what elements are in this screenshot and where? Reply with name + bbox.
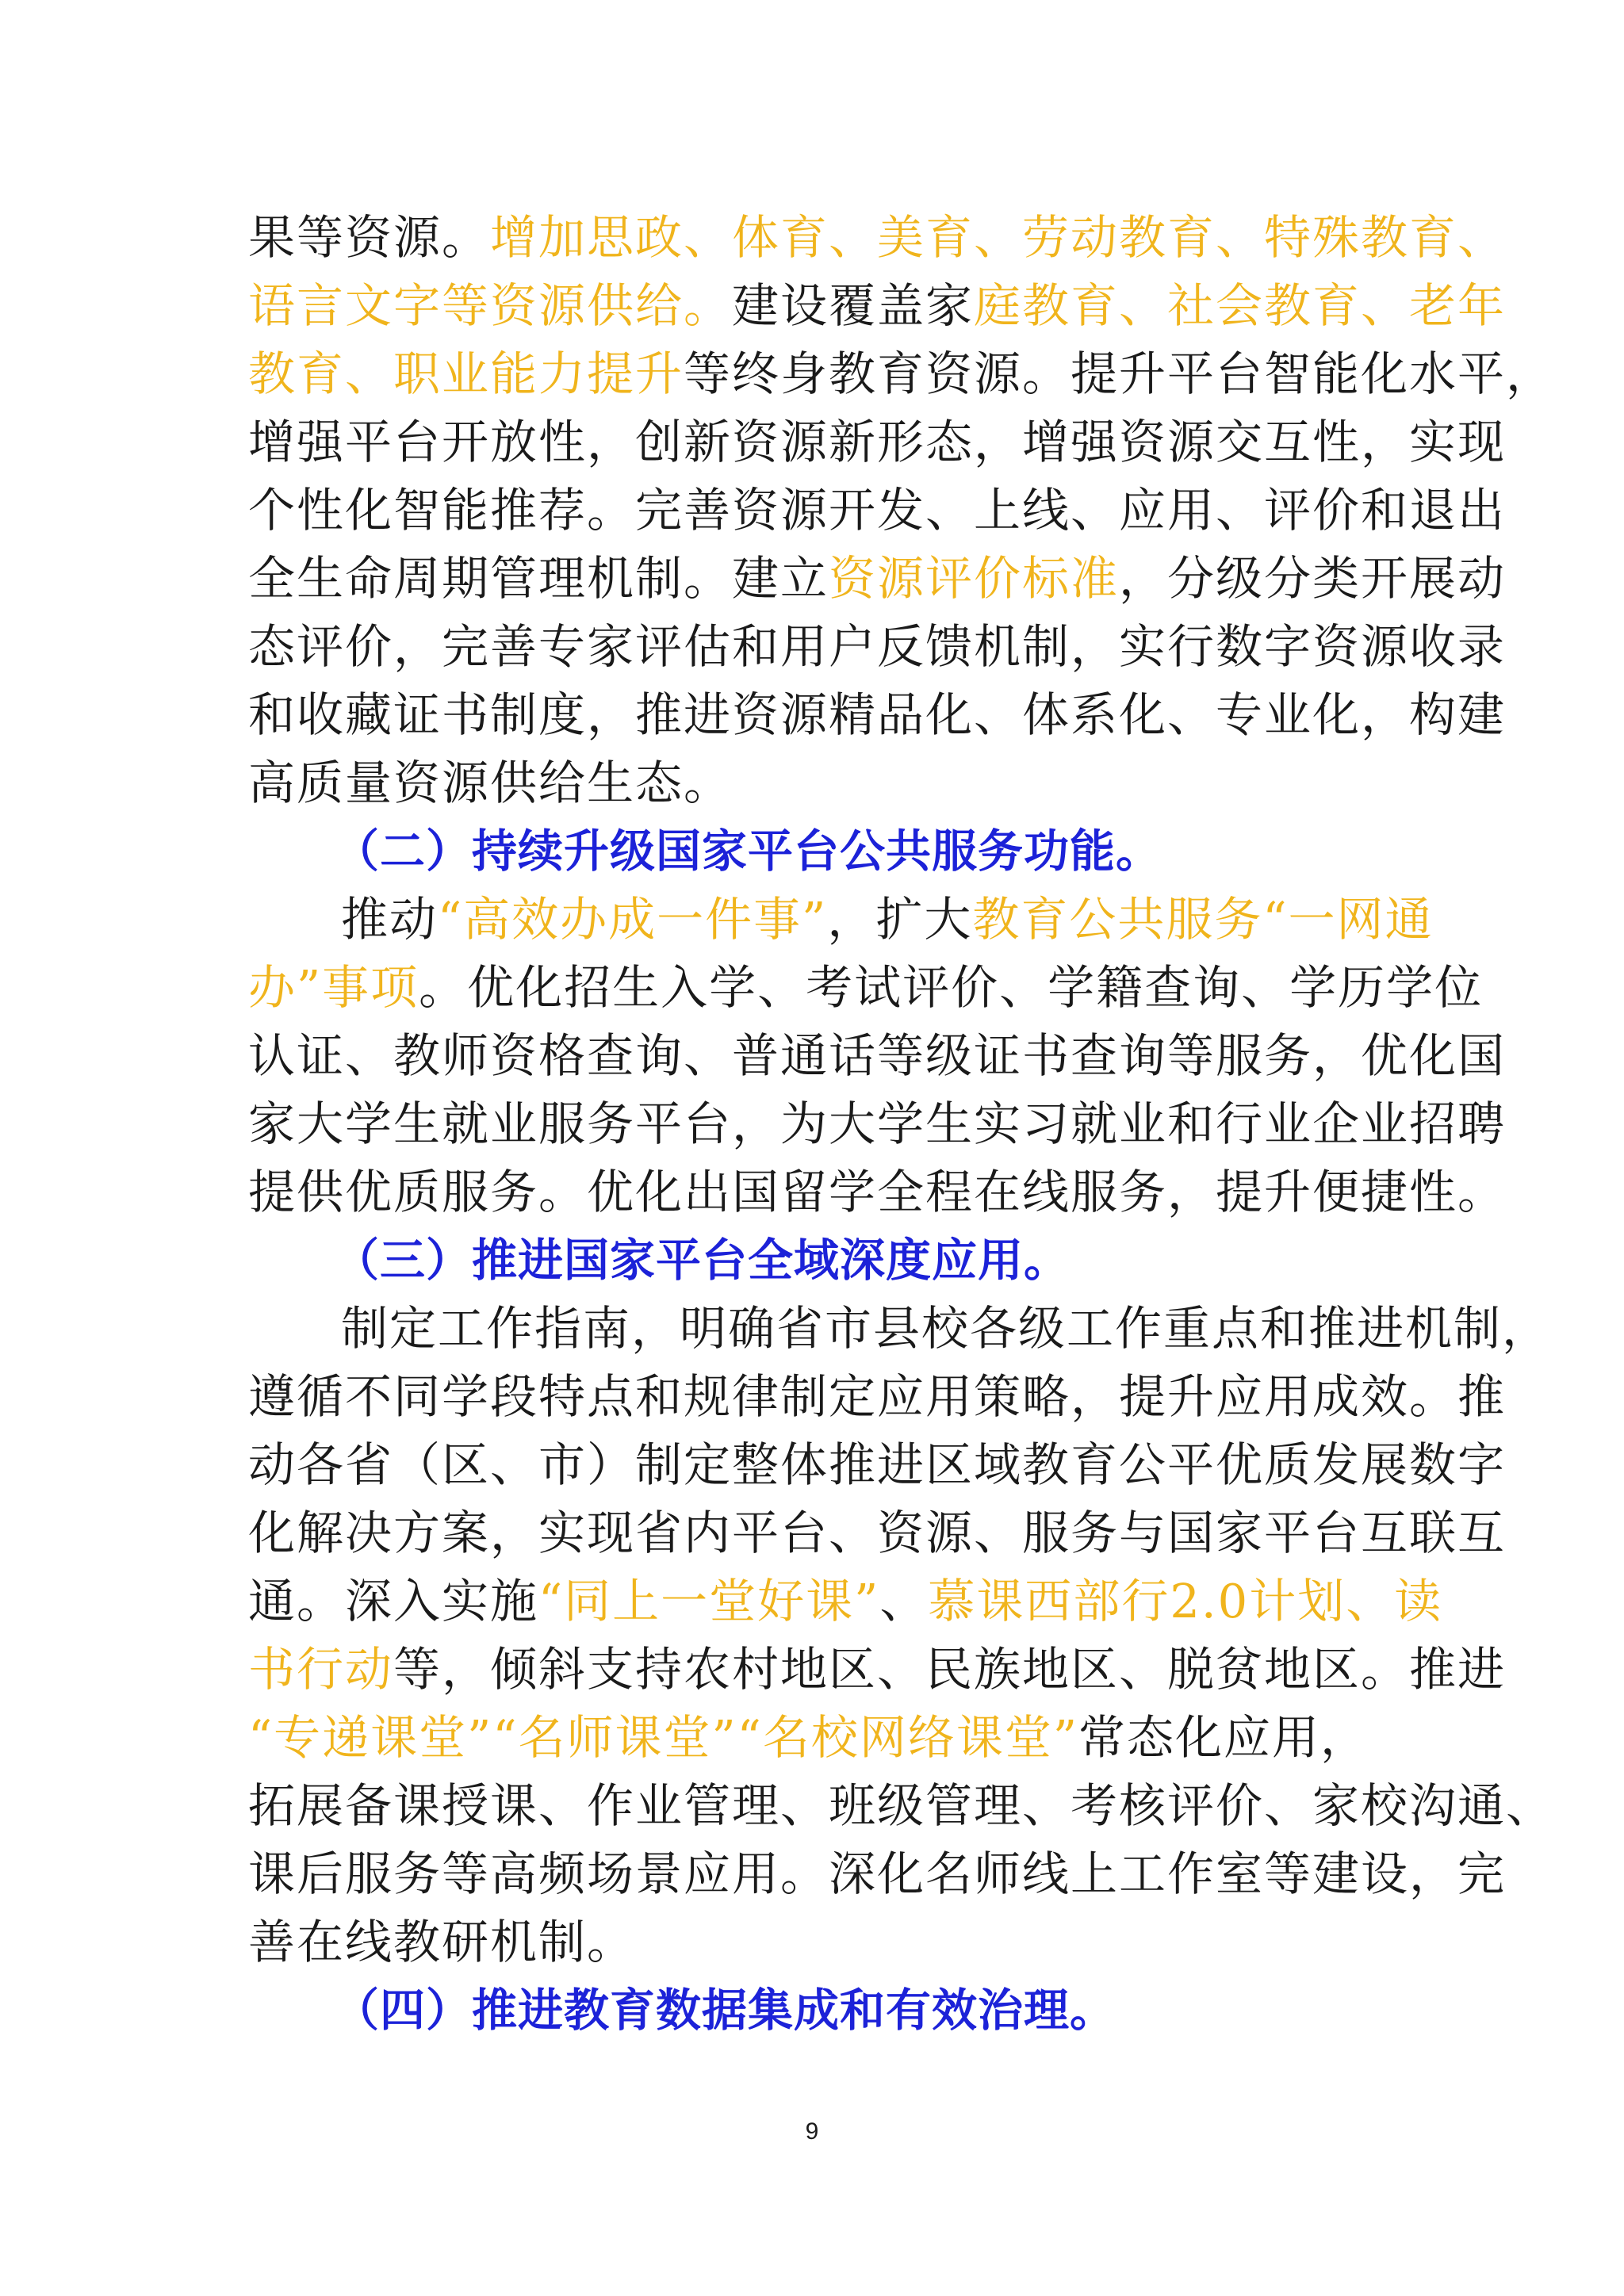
paragraph-line bbox=[248, 272, 1507, 340]
paragraph-line: 增强平台开放性，创新资源新形态，增强资源交互性，实现 bbox=[248, 415, 1507, 469]
paragraph-line: 化解决方案，实现省内平台、资源、服务与国家平台互联互 bbox=[248, 1506, 1507, 1560]
paragraph-line bbox=[248, 1704, 1398, 1772]
highlighted-text: “高效办成一件事” bbox=[438, 892, 828, 947]
section-heading: （三）推进国家平台全域深度应用。 bbox=[334, 1234, 1070, 1287]
text-run: 等终身教育资源。提升平台智能化水平， bbox=[684, 346, 1555, 401]
paragraph-line: 遵循不同学段特点和规律制定应用策略，提升应用成效。推 bbox=[248, 1369, 1507, 1424]
highlighted-text: 教育、职业能力提升 bbox=[248, 346, 684, 401]
paragraph-line: 态评价，完善专家评估和用户反馈机制，实行数字资源收录 bbox=[248, 619, 1507, 674]
text-run: 常态化应用， bbox=[1078, 1710, 1369, 1765]
text-run: 全生命周期管理机制。建立 bbox=[248, 551, 829, 606]
paragraph-line bbox=[248, 954, 1484, 1022]
paragraph-line bbox=[248, 545, 1507, 613]
text-run: ，扩大 bbox=[827, 892, 973, 947]
paragraph-line: 和收藏证书制度，推进资源精品化、体系化、专业化，构建 bbox=[248, 687, 1507, 742]
paragraph-line: 认证、教师资格查询、普通话等级证书查询等服务，优化国 bbox=[248, 1028, 1507, 1083]
highlighted-text: 资源评价标准 bbox=[829, 551, 1120, 606]
text-run: 推动 bbox=[341, 892, 439, 947]
section-heading: （四）推进教育数据集成和有效治理。 bbox=[334, 1984, 1116, 2037]
paragraph-line bbox=[248, 204, 1507, 272]
highlighted-text: 语言文字等资源供给。 bbox=[248, 278, 733, 333]
paragraph-line: 善在线教研机制。 bbox=[248, 1915, 636, 1969]
text-run: 建设覆盖家 bbox=[732, 278, 975, 333]
text-run: 。优化招生入学、考试评价、学籍查询、学历学位 bbox=[419, 960, 1484, 1015]
paragraph-line bbox=[248, 1567, 1443, 1636]
paragraph-line: 课后服务等高频场景应用。深化名师线上工作室等建设，完 bbox=[248, 1846, 1507, 1901]
text-run: ，分级分类开展动 bbox=[1119, 551, 1507, 606]
highlighted-text: “同上一堂好课” bbox=[538, 1574, 880, 1628]
highlighted-text: 教育公共服务“一网通 bbox=[972, 892, 1434, 947]
highlighted-text: 书行动 bbox=[248, 1642, 394, 1697]
paragraph-line bbox=[248, 1636, 1507, 1704]
paragraph-line: 家大学生就业服务平台，为大学生实习就业和行业企业招聘 bbox=[248, 1096, 1507, 1151]
paragraph-line: 拓展备课授课、作业管理、班级管理、考核评价、家校沟通、 bbox=[248, 1778, 1555, 1833]
paragraph-line: 个性化智能推荐。完善资源开发、上线、应用、评价和退出 bbox=[248, 483, 1507, 538]
paragraph-line: 制定工作指南，明确省市县校各级工作重点和推进机制， bbox=[341, 1301, 1551, 1356]
highlighted-text: 办”事项 bbox=[248, 960, 419, 1015]
highlighted-text: 庭教育、社会教育、老年 bbox=[974, 278, 1507, 333]
highlighted-text: 慕课西部行2.0计划、读 bbox=[928, 1574, 1443, 1628]
paragraph-line bbox=[248, 886, 1434, 954]
text-run: 果等资源。 bbox=[248, 210, 491, 265]
highlighted-text: 增加思政、体育、美育、劳动教育、特殊教育、 bbox=[490, 210, 1507, 265]
paragraph-line: 提供优质服务。优化出国留学全程在线服务，提升便捷性。 bbox=[248, 1165, 1507, 1219]
text-run: 通。深入实施 bbox=[248, 1574, 539, 1628]
text-run: 等，倾斜支持农村地区、民族地区、脱贫地区。推进 bbox=[393, 1642, 1507, 1697]
paragraph-line: 高质量资源供给生态。 bbox=[248, 756, 733, 810]
page-number: 9 bbox=[805, 2118, 819, 2145]
highlighted-text: “专递课堂”“名师课堂”“名校网络课堂” bbox=[248, 1710, 1078, 1765]
section-heading: （二）持续升级国家平台公共服务功能。 bbox=[334, 825, 1162, 878]
text-run: 、 bbox=[879, 1574, 929, 1628]
paragraph-line: 动各省（区、市）制定整体推进区域教育公平优质发展数字 bbox=[248, 1437, 1507, 1492]
paragraph-line bbox=[248, 340, 1555, 408]
